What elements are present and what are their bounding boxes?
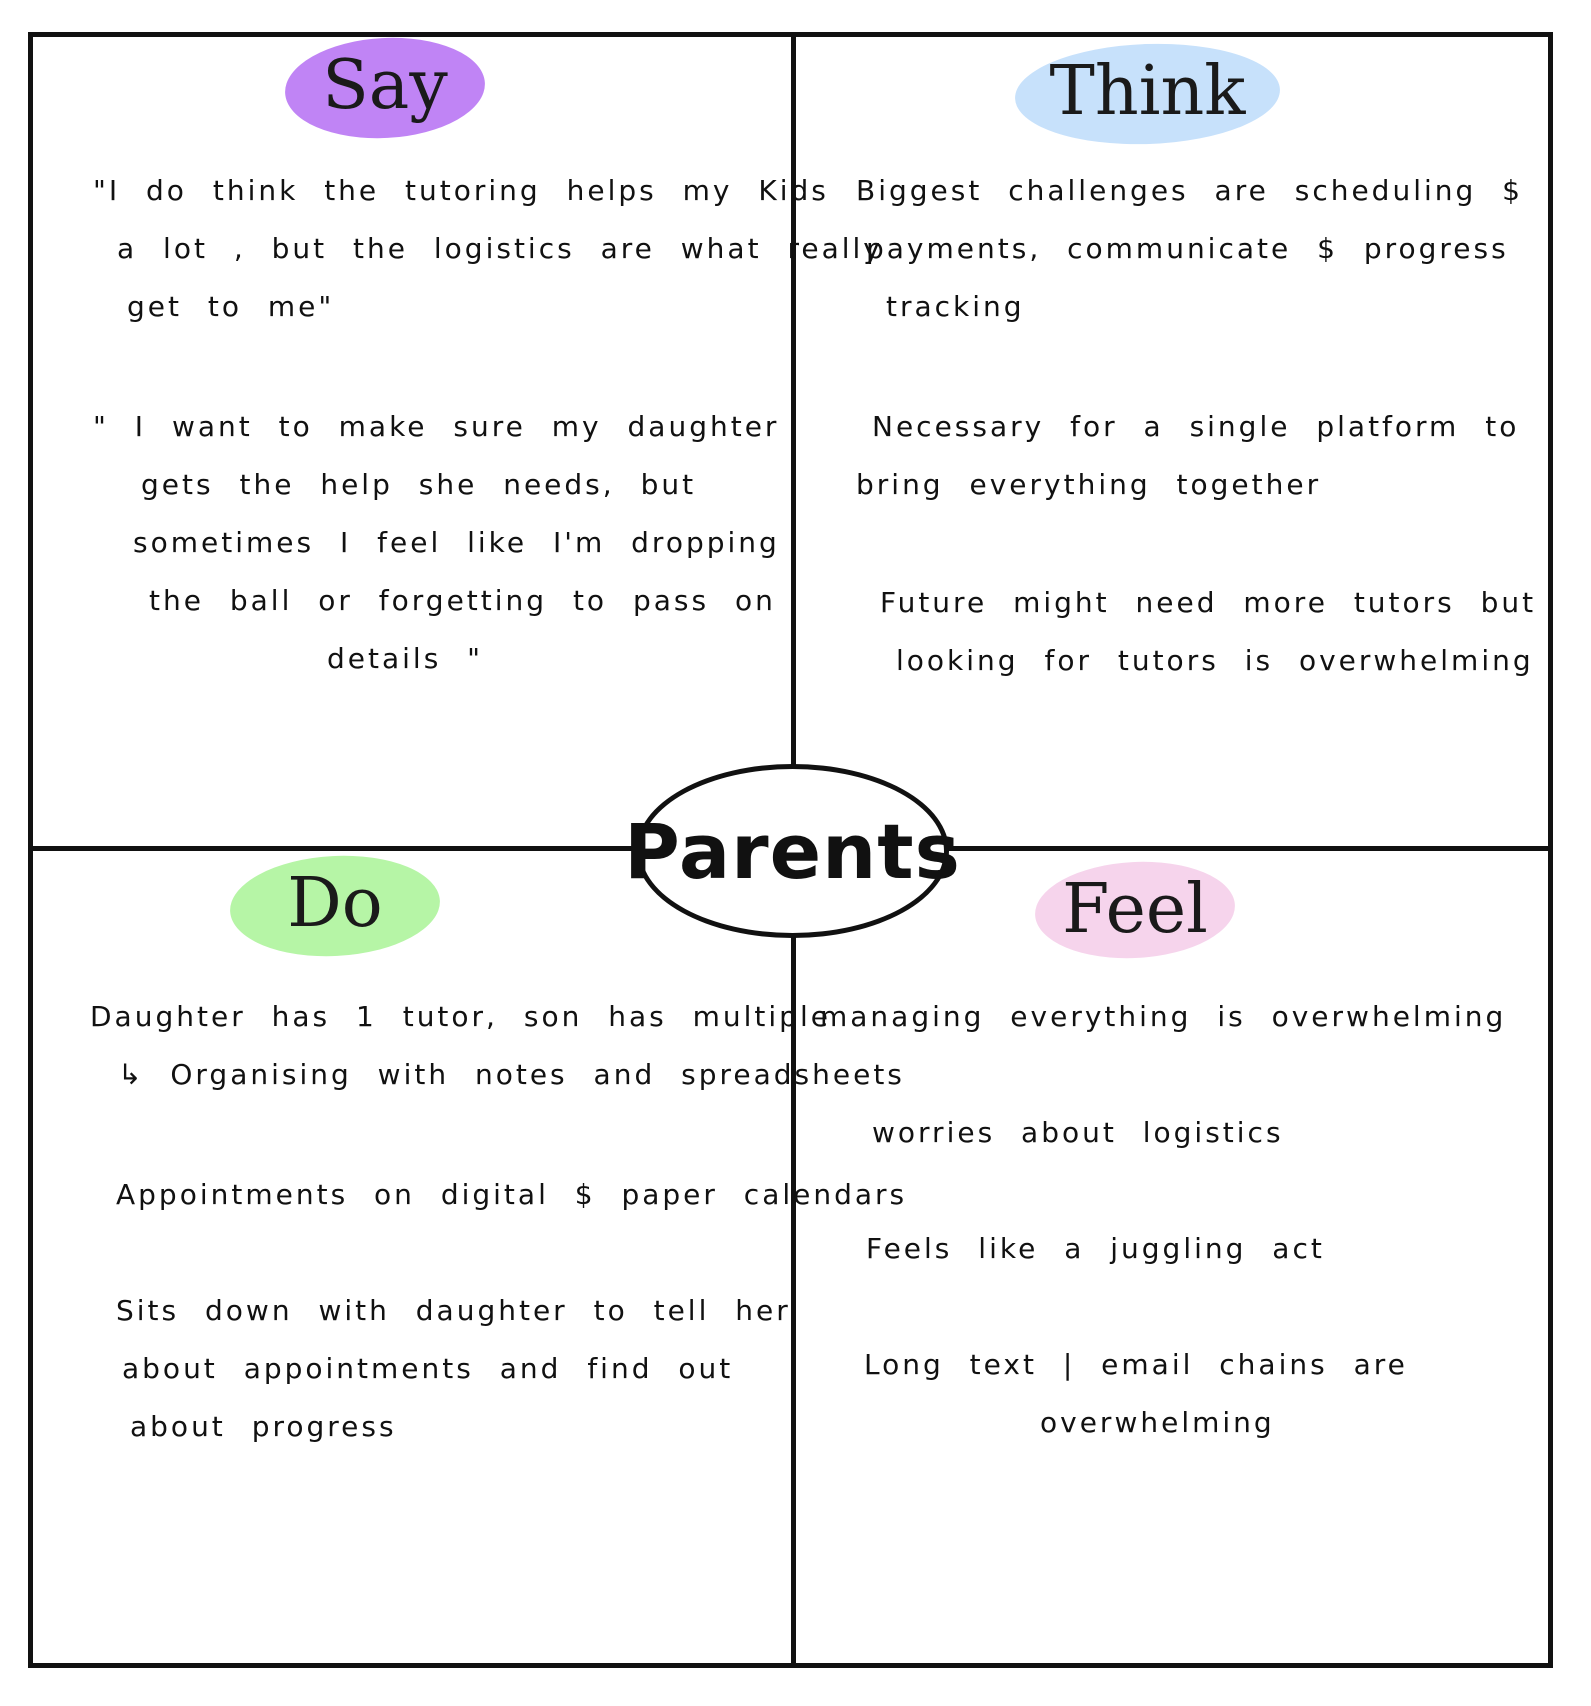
- say-heading: Say: [322, 46, 448, 125]
- say-note-2: [93, 398, 780, 688]
- center-persona-label: Parents: [624, 806, 961, 896]
- feel-note-1: [820, 988, 1506, 1046]
- do-note-1: [90, 988, 905, 1104]
- say-note-2-line-2: gets the help she needs, but: [141, 468, 697, 501]
- say-note-1-line-1: "I do think the tutoring helps my Kids: [93, 174, 829, 207]
- think-note-1-line-1: Biggest challenges are scheduling $: [856, 174, 1523, 207]
- do-note-2: [116, 1166, 907, 1224]
- say-note-2-line-1: " I want to make sure my daughter: [93, 410, 780, 443]
- feel-note-4: [864, 1336, 1408, 1452]
- feel-heading: Feel: [1062, 870, 1208, 949]
- do-note-3-line-2: about appointments and find out: [122, 1352, 734, 1385]
- think-note-1-line-3: tracking: [886, 290, 1025, 323]
- say-note-1-line-3: get to me": [127, 290, 335, 323]
- say-note-2-line-5: details ": [327, 642, 484, 675]
- think-note-3-line-2: looking for tutors is overwhelming: [896, 644, 1534, 677]
- say-note-2-line-3: sometimes I feel like I'm dropping: [133, 526, 780, 559]
- do-heading: Do: [287, 864, 383, 943]
- do-note-3-line-1: Sits down with daughter to tell her: [116, 1294, 791, 1327]
- do-note-1-line-2: ↳ Organising with notes and spreadsheets: [118, 1058, 905, 1091]
- feel-note-2: [872, 1104, 1284, 1162]
- say-note-2-line-4: the ball or forgetting to pass on: [149, 584, 776, 617]
- feel-note-3-line-1: Feels like a juggling act: [866, 1232, 1325, 1265]
- think-note-1: [856, 162, 1523, 336]
- feel-note-4-line-2: overwhelming: [1040, 1406, 1275, 1439]
- center-persona-ellipse: [624, 764, 961, 938]
- do-note-1-line-1: Daughter has 1 tutor, son has multiple: [90, 1000, 831, 1033]
- think-note-2-line-1: Necessary for a single platform to: [872, 410, 1520, 443]
- feel-note-4-line-1: Long text | email chains are: [864, 1348, 1408, 1381]
- say-note-1-line-2: a lot , but the logistics are what really: [117, 232, 883, 265]
- do-note-3-line-3: about progress: [130, 1410, 397, 1443]
- do-note-3: [116, 1282, 791, 1456]
- think-note-2-line-2: bring everything together: [856, 468, 1322, 501]
- think-heading: Think: [1049, 52, 1246, 131]
- say-note-1: [93, 162, 883, 336]
- feel-note-2-line-1: worries about logistics: [872, 1116, 1284, 1149]
- think-note-1-line-2: payments, communicate $ progress: [866, 232, 1509, 265]
- feel-note-1-line-1: managing everything is overwhelming: [820, 1000, 1507, 1033]
- think-note-2: [856, 398, 1519, 514]
- feel-note-3: [866, 1220, 1325, 1278]
- think-note-3: [880, 574, 1536, 690]
- think-note-3-line-1: Future might need more tutors but: [880, 586, 1537, 619]
- do-note-2-line-1: Appointments on digital $ paper calendars: [116, 1178, 908, 1211]
